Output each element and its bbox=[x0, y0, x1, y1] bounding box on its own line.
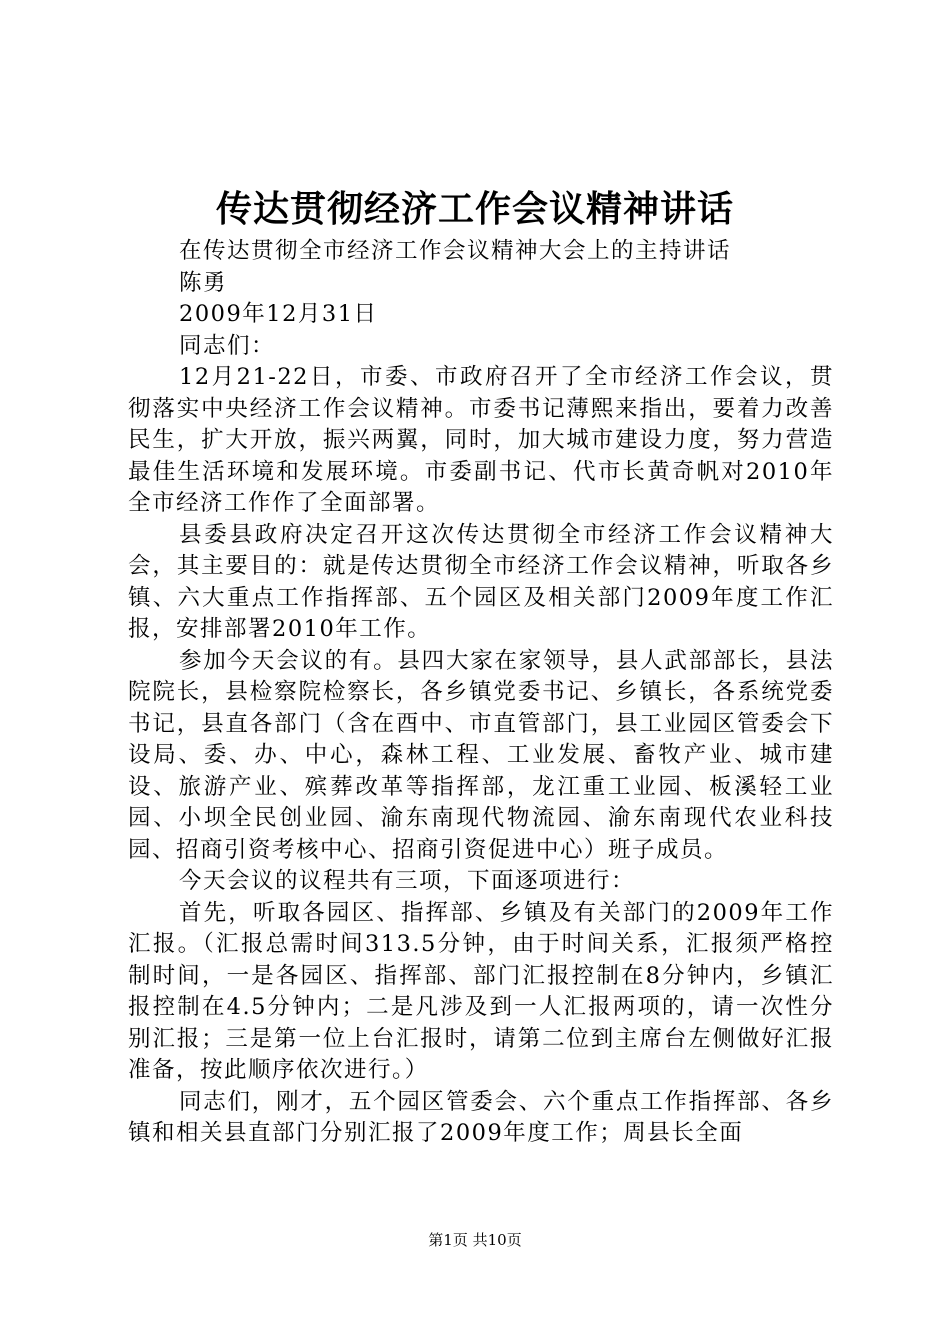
salutation-line: 同志们： bbox=[179, 332, 276, 359]
document-title: 传达贯彻经济工作会议精神讲话 bbox=[215, 188, 734, 230]
body-paragraph: 今天会议的议程共有三项，下面逐项进行： bbox=[179, 868, 636, 894]
body-paragraph: 参加今天会议的有。县四大家在家领导，县人武部部长，县法院院长，县检察院检察长，各乡镇党委书记、乡镇长，各系统党委书记，县直各部门（含在酉中、市直管部门，县工业园区管委会下设局、委、办、中心，森林工程、工业发展、畜牧产业、城市建设、旅游产业、殡葬改革等指挥部，龙江重工业园、板溪轻工业园、小坝全民创业园、渝东南现代物流园、渝东南现代农业科技园、招商引资考核中心、招商引资促进中心）班子成员。 bbox=[128, 647, 834, 863]
author-line: 陈勇 bbox=[179, 269, 228, 296]
document-body bbox=[128, 236, 834, 1150]
body-paragraph: 县委县政府决定召开这次传达贯彻全市经济工作会议精神大会，其主要目的：就是传达贯彻全市经济工作会议精神，听取各乡镇、六大重点工作指挥部、五个园区及相关部门2009年度工作汇报，安排部署2010年工作。 bbox=[128, 521, 834, 642]
date-line: 2009年12月31日 bbox=[179, 301, 378, 327]
page-footer: 第1页 共10页 bbox=[428, 1231, 522, 1249]
body-paragraph: 同志们，刚才，五个园区管委会、六个重点工作指挥部、各乡镇和相关县直部门分别汇报了2009年度工作；周县长全面 bbox=[128, 1088, 834, 1146]
subtitle-line: 在传达贯彻全市经济工作会议精神大会上的主持讲话 bbox=[179, 238, 732, 264]
body-paragraph: 首先，听取各园区、指挥部、乡镇及有关部门的2009年工作汇报。（汇报总需时间313.5分钟，由于时间关系，汇报须严格控制时间，一是各园区、指挥部、部门汇报控制在8分钟内，乡镇汇报控制在4.5分钟内；二是凡涉及到一人汇报两项的，请一次性分别汇报；三是第一位上台汇报时，请第二位到主席台左侧做好汇报准备，按此顺序依次进行。） bbox=[128, 899, 834, 1083]
body-paragraph: 12月21-22日，市委、市政府召开了全市经济工作会议，贯彻落实中央经济工作会议精神。市委书记薄熙来指出，要着力改善民生，扩大开放，振兴两翼，同时，加大城市建设力度，努力营造最佳生活环境和发展环境。市委副书记、代市长黄奇帆对2010年全市经济工作作了全面部署。 bbox=[128, 364, 834, 516]
